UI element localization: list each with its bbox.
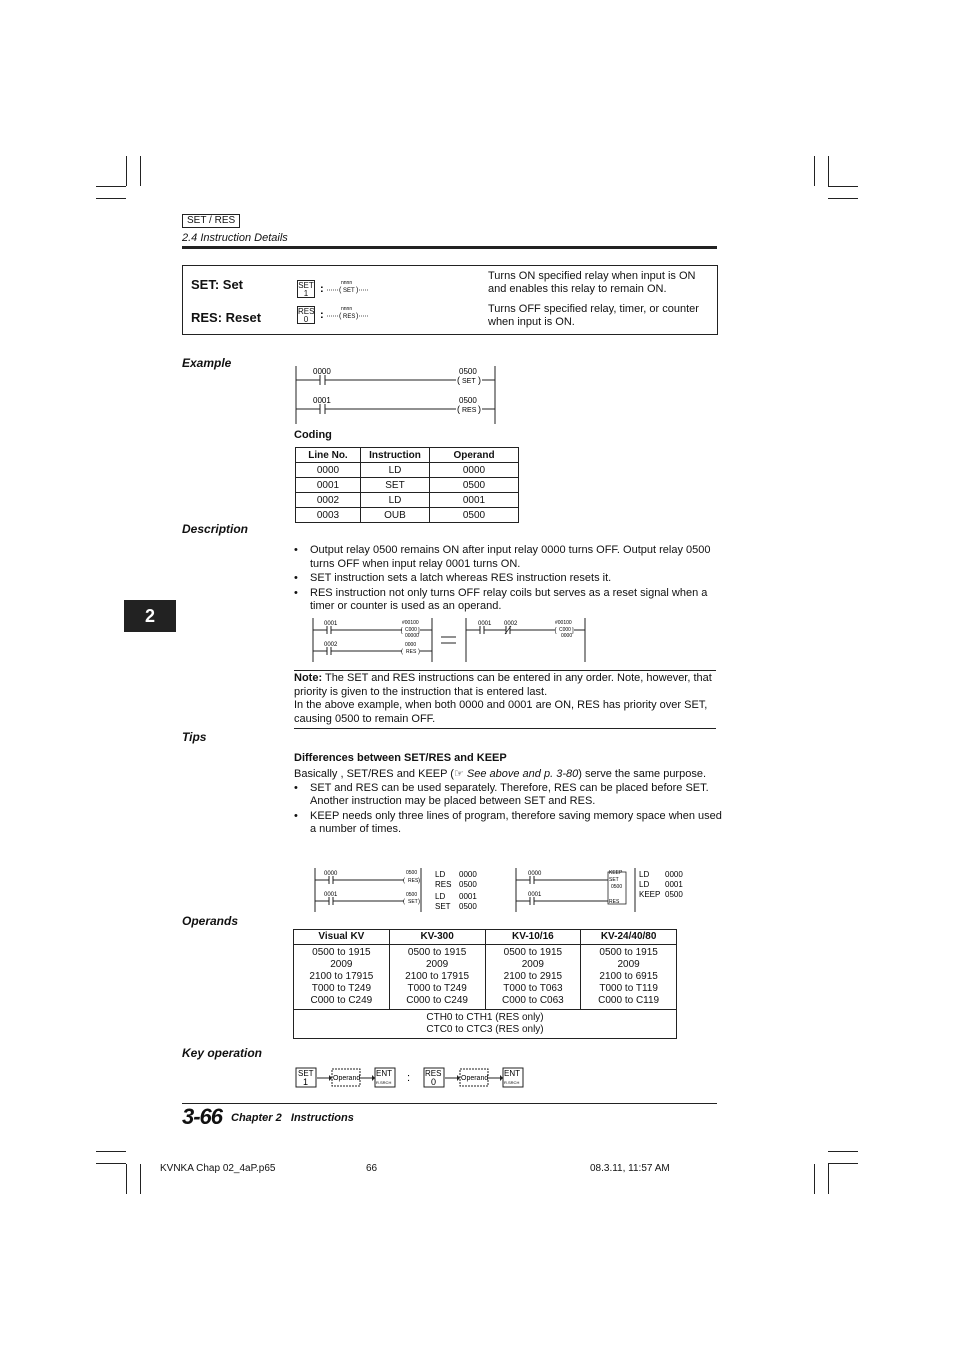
- set-description: Turns ON specified relay when input is ON and enables this relay to remain ON.: [488, 270, 696, 295]
- svg-text:Operand: Operand: [333, 1075, 361, 1082]
- svg-text:0500: 0500: [406, 892, 418, 898]
- svg-text:0000: 0000: [665, 870, 683, 879]
- svg-text:0001: 0001: [324, 621, 338, 627]
- tips-ladder-diagrams: [312, 866, 692, 914]
- svg-text:C000: C000: [559, 627, 571, 633]
- svg-text:#00100: #00100: [402, 620, 419, 626]
- svg-text:#00100: #00100: [555, 620, 572, 626]
- crop-mark: [126, 156, 127, 186]
- set-sym-coil: SET: [343, 288, 355, 294]
- svg-text:): ): [356, 287, 359, 294]
- svg-text:SET: SET: [408, 899, 418, 905]
- crop-mark: [96, 1163, 126, 1164]
- crop-mark: [96, 198, 126, 199]
- coding-label: Coding: [294, 429, 332, 441]
- svg-text:]: ]: [418, 628, 420, 634]
- example-out2: 0500: [459, 396, 477, 405]
- coding-table: [295, 447, 519, 523]
- svg-text:(: (: [403, 878, 405, 884]
- svg-text:(: (: [403, 899, 405, 905]
- section-title: 2.4 Instruction Details: [182, 232, 288, 244]
- svg-text:]: ]: [572, 628, 574, 634]
- svg-text:ENT: ENT: [376, 1069, 392, 1078]
- key-operation-label: Key operation: [182, 1046, 263, 1060]
- svg-text:0001: 0001: [528, 892, 542, 898]
- example-coil1: SET: [462, 378, 476, 385]
- res-sym-coil: RES: [343, 314, 356, 320]
- svg-text:): ): [418, 649, 420, 655]
- svg-text:RES: RES: [609, 899, 620, 905]
- svg-text:0500: 0500: [611, 884, 623, 890]
- svg-text:): ): [418, 899, 420, 905]
- crop-mark: [96, 1151, 126, 1152]
- svg-text:SET: SET: [435, 902, 451, 911]
- example-ladder-diagram: [292, 364, 502, 426]
- key-operation-sequence: [294, 1066, 534, 1090]
- svg-text:Operand: Operand: [461, 1075, 489, 1082]
- svg-text:SET: SET: [298, 1069, 314, 1078]
- crop-mark: [140, 156, 141, 186]
- description-bullet: • SET instruction sets a latch whereas RES instruction resets it.: [310, 572, 719, 586]
- note-rule-bottom: [294, 728, 716, 729]
- svg-text:KEEP: KEEP: [639, 890, 661, 899]
- svg-text:0000: 0000: [324, 871, 338, 877]
- svg-text:LD: LD: [435, 892, 446, 901]
- crop-mark: [828, 1164, 829, 1194]
- footer-date: 08.3.11, 11:57 AM: [590, 1163, 670, 1174]
- coding-col-line: Line No.: [296, 448, 361, 463]
- svg-text:RES: RES: [435, 880, 452, 889]
- res-title: RES: Reset: [191, 310, 262, 325]
- set-sym-label: nnnn: [341, 280, 353, 286]
- svg-text::: :: [320, 283, 324, 295]
- note-rule-top: [294, 670, 716, 671]
- crop-mark: [828, 1151, 858, 1152]
- svg-text:(: (: [339, 287, 342, 294]
- coding-col-instruction: Instruction: [361, 448, 430, 463]
- tips-heading: Differences between SET/RES and KEEP: [294, 752, 507, 764]
- crop-mark: [828, 186, 858, 187]
- operands-table: [293, 929, 677, 1039]
- header-rule: [182, 246, 717, 249]
- example-coil2: RES: [462, 407, 477, 414]
- svg-text:R.SRCH: R.SRCH: [504, 1080, 520, 1085]
- svg-text:RES: RES: [425, 1069, 442, 1078]
- svg-text:0000: 0000: [528, 871, 542, 877]
- example-label: Example: [182, 356, 232, 370]
- operands-col-kv-10-16: KV-10/16: [485, 930, 581, 945]
- svg-text:(: (: [457, 375, 460, 385]
- crop-mark: [96, 186, 126, 187]
- crop-mark: [140, 1164, 141, 1194]
- svg-text:1: 1: [303, 1077, 309, 1087]
- res-description: Turns OFF specified relay, timer, or counter when input is ON.: [488, 303, 699, 328]
- svg-text:(: (: [457, 404, 460, 414]
- description-bullet: • Output relay 0500 remains ON after input relay 0000 turns OFF. Output relay 0500 turns OFF when input relay 0001 turns ON.: [310, 544, 719, 571]
- chapter-label: Chapter 2 Instructions: [231, 1112, 354, 1124]
- svg-text:[: [: [555, 628, 557, 634]
- example-out1: 0500: [459, 367, 477, 376]
- header-tag: SET / RES: [182, 214, 240, 228]
- res-key-icon: RES 0: [298, 307, 315, 324]
- svg-text:LD: LD: [639, 880, 650, 889]
- crop-mark: [828, 156, 829, 186]
- svg-text:0500: 0500: [406, 870, 418, 876]
- svg-text:): ): [478, 375, 481, 385]
- table-row: 0500 to 1915 2009 2100 to 17915 T000 to T249 C000 to C249 0500 to 1915 2009 2100 to 17915 T000 to T249 C000 to C249 0500 to 1915 2009 2100 to 2915 T000 to T063 C000 to C063 0500 to 1915 2009 2100 to 6915 T000 to T119 C000 to C119: [294, 945, 677, 1010]
- svg-text:0001: 0001: [478, 621, 492, 627]
- svg-text:0001: 0001: [665, 880, 683, 889]
- res-sym-label: nnnn: [341, 306, 353, 312]
- crop-mark: [126, 1164, 127, 1194]
- svg-text:LD: LD: [639, 870, 650, 879]
- operands-col-kv-300: KV-300: [389, 930, 485, 945]
- svg-text:(: (: [339, 313, 342, 320]
- svg-text:KEEP: KEEP: [609, 870, 623, 876]
- footer-rule: [182, 1103, 717, 1104]
- svg-text:0002: 0002: [504, 621, 518, 627]
- svg-text:0: 0: [431, 1077, 437, 1087]
- svg-text:): ): [478, 404, 481, 414]
- svg-text:0001: 0001: [324, 892, 338, 898]
- reference-icon: ☞: [453, 768, 467, 780]
- table-row: 0001 SET 0500: [296, 478, 519, 493]
- description-bullet: • RES instruction not only turns OFF relay coils but serves as a reset signal when a timer or counter is used as an operand.: [310, 587, 719, 614]
- table-row: 0000 LD 0000: [296, 463, 519, 478]
- coding-col-operand: Operand: [430, 448, 519, 463]
- svg-text:0000: 0000: [561, 633, 573, 639]
- svg-text:0000: 0000: [459, 870, 477, 879]
- tips-body: Basically , SET/RES and KEEP (☞ See above and p. 3-80) serve the same purpose. • SET and RES can be used separately. Therefore, RES can be placed before SET. Another instruction may be placed between SET and RES. • KEEP needs only three lines of program, therefore saving memory space when used a number of times.: [294, 768, 724, 838]
- svg-text:0500: 0500: [459, 902, 477, 911]
- svg-text:0500: 0500: [665, 890, 683, 899]
- set-res-symbols: [320, 278, 370, 330]
- table-row: 0003 OUB 0500: [296, 508, 519, 523]
- table-row: CTH0 to CTH1 (RES only) CTC0 to CTC3 (RES only): [294, 1010, 677, 1039]
- table-row: 0002 LD 0001: [296, 493, 519, 508]
- svg-text::: :: [320, 309, 324, 321]
- description-label: Description: [182, 522, 249, 536]
- svg-text:ENT: ENT: [504, 1069, 520, 1078]
- svg-text:[: [: [401, 628, 403, 634]
- svg-text:0002: 0002: [324, 642, 338, 648]
- example-in1: 0000: [313, 367, 331, 376]
- svg-text:): ): [418, 878, 420, 884]
- footer-file: KVNKA Chap 02_4aP.p65: [160, 1163, 276, 1174]
- tips-label: Tips: [182, 730, 207, 744]
- description-list: [294, 544, 719, 615]
- svg-text::: :: [407, 1072, 411, 1084]
- note-block: Note: The SET and RES instructions can be entered in any order. Note, however, that priority is given to the instruction that is entered last. In the above example, when both 0000 and 0001 are ON, RES has priority over SET, causing 0500 to remain OFF.: [294, 672, 712, 725]
- svg-text:00000: 00000: [405, 633, 419, 639]
- svg-text:C000: C000: [405, 627, 417, 633]
- crop-mark: [814, 156, 815, 186]
- svg-text:SET: SET: [609, 877, 619, 883]
- svg-text:0500: 0500: [459, 880, 477, 889]
- crop-mark: [814, 1164, 815, 1194]
- page-number: 3-66: [182, 1104, 223, 1129]
- svg-text:RES: RES: [408, 878, 419, 884]
- svg-text:RES: RES: [406, 649, 417, 655]
- set-title: SET: Set: [191, 277, 244, 292]
- crop-mark: [828, 198, 858, 199]
- crop-mark: [828, 1163, 858, 1164]
- svg-text:0001: 0001: [459, 892, 477, 901]
- chapter-tab: 2: [124, 600, 176, 632]
- svg-text:(: (: [401, 649, 403, 655]
- svg-text:LD: LD: [435, 870, 446, 879]
- svg-text:): ): [356, 313, 359, 320]
- operands-col-visual-kv: Visual KV: [294, 930, 390, 945]
- svg-text:R.SRCH: R.SRCH: [376, 1080, 392, 1085]
- operands-label: Operands: [182, 914, 239, 928]
- svg-text:0000: 0000: [405, 642, 417, 648]
- example-in2: 0001: [313, 396, 331, 405]
- description-ladder-diagram: [310, 616, 592, 664]
- set-key-icon: SET 1: [298, 281, 314, 298]
- footer-num: 66: [366, 1163, 378, 1174]
- operands-col-kv-24-40-80: KV-24/40/80: [581, 930, 677, 945]
